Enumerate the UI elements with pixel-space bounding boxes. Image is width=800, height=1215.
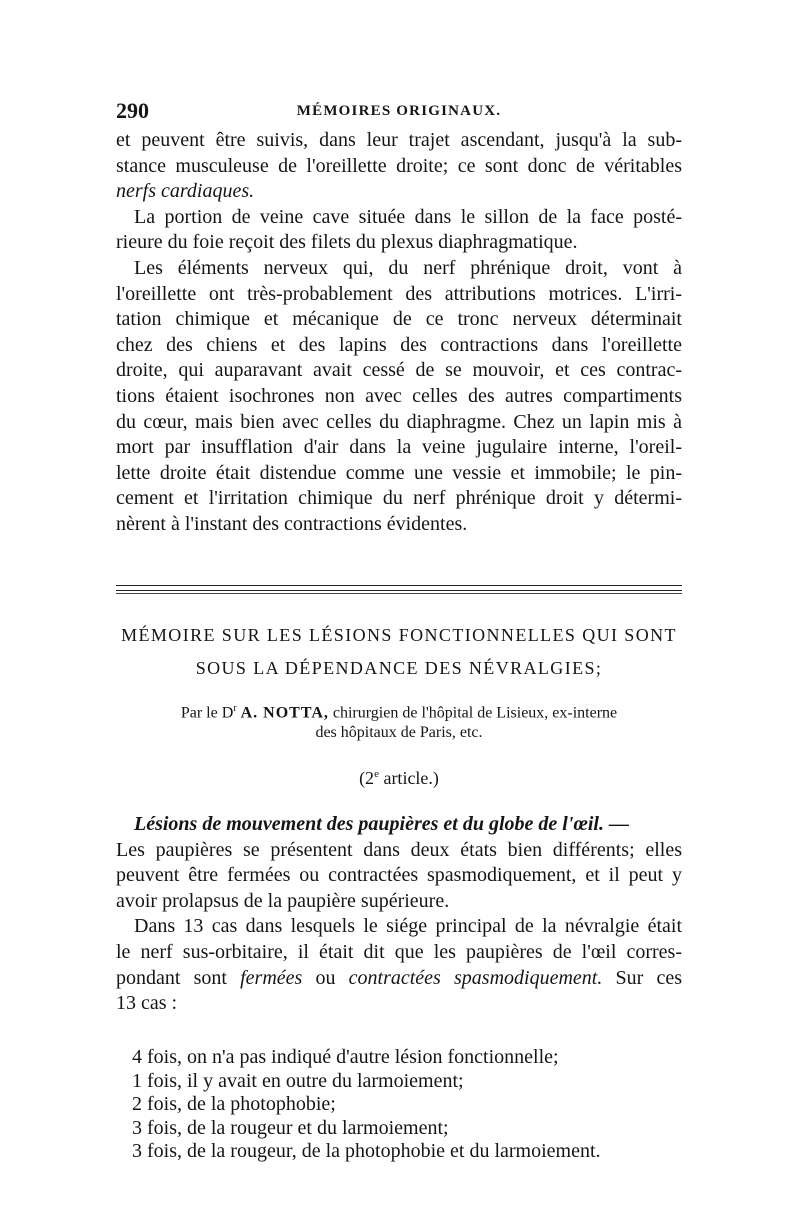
byline-superscript: r: [233, 703, 237, 714]
text-line: peuvent être fermées ou contractées spasmodiquement, et il peut y: [116, 864, 682, 887]
running-title: MÉMOIRES ORIGINAUX.: [296, 103, 502, 119]
text-span: ou: [302, 966, 349, 989]
text-line: Dans 13 cas dans lesquels le siége principal de la névralgie était: [134, 915, 682, 938]
text-line: [116, 966, 682, 992]
italic-span: contractées spasmodiquement.: [348, 966, 603, 989]
text-line: 13 cas :: [116, 992, 178, 1015]
text-line: La portion de veine cave située dans le sillon de la face posté-: [134, 205, 682, 228]
case-list: [132, 1046, 672, 1164]
list-item: 3 fois, de la rougeur, de la photophobie et du larmoiement.: [132, 1140, 601, 1163]
text-line: mort par insufflation d'air dans la veine jugulaire interne, l'oreil-: [116, 436, 682, 459]
previous-article-text: [116, 128, 682, 538]
text-line: tions étaient isochrones non avec celles des autres compartiments: [116, 384, 682, 407]
list-item: 1 fois, il y avait en outre du larmoiement;: [132, 1069, 464, 1092]
text-line: le nerf sus-orbitaire, il était dit que les paupières de l'œil corres-: [116, 940, 682, 963]
text-line: tation chimique et mécanique de ce tronc nerveux déterminait: [116, 308, 682, 331]
italic-span: fermées: [240, 966, 303, 989]
author-name: A. NOTTA,: [240, 704, 329, 722]
page-number: 290: [116, 98, 149, 123]
list-item: 4 fois, on n'a pas indiqué d'autre lésion fonctionnelle;: [132, 1046, 559, 1068]
article-number: [116, 768, 682, 789]
list-item: 3 fois, de la rougeur et du larmoiement;: [132, 1116, 449, 1139]
list-item: 2 fois, de la photophobie;: [132, 1093, 336, 1116]
byline-affiliation: chirurgien de l'hôpital de Lisieux, ex-interne: [328, 704, 618, 722]
text-line: chez des chiens et des lapins des contractions dans l'oreillette: [116, 333, 682, 356]
article-number-superscript: e: [374, 768, 379, 780]
text-line: stance musculeuse de l'oreillette droite; ce sont donc de véritables: [116, 154, 682, 177]
section-divider: [116, 593, 682, 594]
text-span: pondant sont: [116, 966, 241, 989]
article-number-rest: article.): [378, 768, 439, 788]
section-divider: [116, 585, 682, 586]
section-divider: [116, 590, 682, 591]
text-line: lette droite était distendue comme une vessie et immobile; le pin-: [116, 461, 682, 484]
text-span: Sur ces: [602, 966, 682, 989]
byline-line-2: des hôpitaux de Paris, etc.: [315, 724, 483, 741]
text-line: et peuvent être suivis, dans leur trajet ascendant, jusqu'à la sub-: [116, 129, 682, 151]
section-subheading: [116, 812, 682, 838]
text-line: nèrent à l'instant des contractions évidentes.: [116, 512, 468, 535]
byline-prefix: Par le D: [180, 704, 234, 722]
text-line: Les paupières se présentent dans deux états bien différents; elles: [116, 838, 682, 861]
text-line: rieure du foie reçoit des filets du plexus diaphragmatique.: [116, 231, 578, 254]
article-body: [116, 812, 682, 1017]
article-title-line-2: SOUS LA DÉPENDANCE DES NÉVRALGIES;: [195, 658, 603, 678]
subheading-text: Lésions de mouvement des paupières et du globe de l'œil. —: [134, 813, 629, 835]
text-line: droite, qui auparavant avait cessé de se mouvoir, et ces contrac-: [116, 359, 682, 382]
text-line: l'oreillette ont très-probablement des attributions motrices. L'irri-: [116, 282, 682, 305]
running-head: [116, 98, 682, 126]
text-line: Les éléments nerveux qui, du nerf phrénique droit, vont à: [134, 256, 682, 279]
byline: [116, 703, 682, 722]
text-line: cement et l'irritation chimique du nerf phrénique droit y détermi-: [116, 487, 682, 510]
article-number-open: (2: [359, 768, 375, 788]
article-title-line-1: MÉMOIRE SUR LES LÉSIONS FONCTIONNELLES QUI SONT: [121, 625, 677, 645]
text-line: nerfs cardiaques.: [116, 180, 255, 203]
text-line: avoir prolapsus de la paupière supérieure.: [116, 889, 450, 912]
text-line: du cœur, mais bien avec celles du diaphragme. Chez un lapin mis à: [116, 410, 682, 433]
